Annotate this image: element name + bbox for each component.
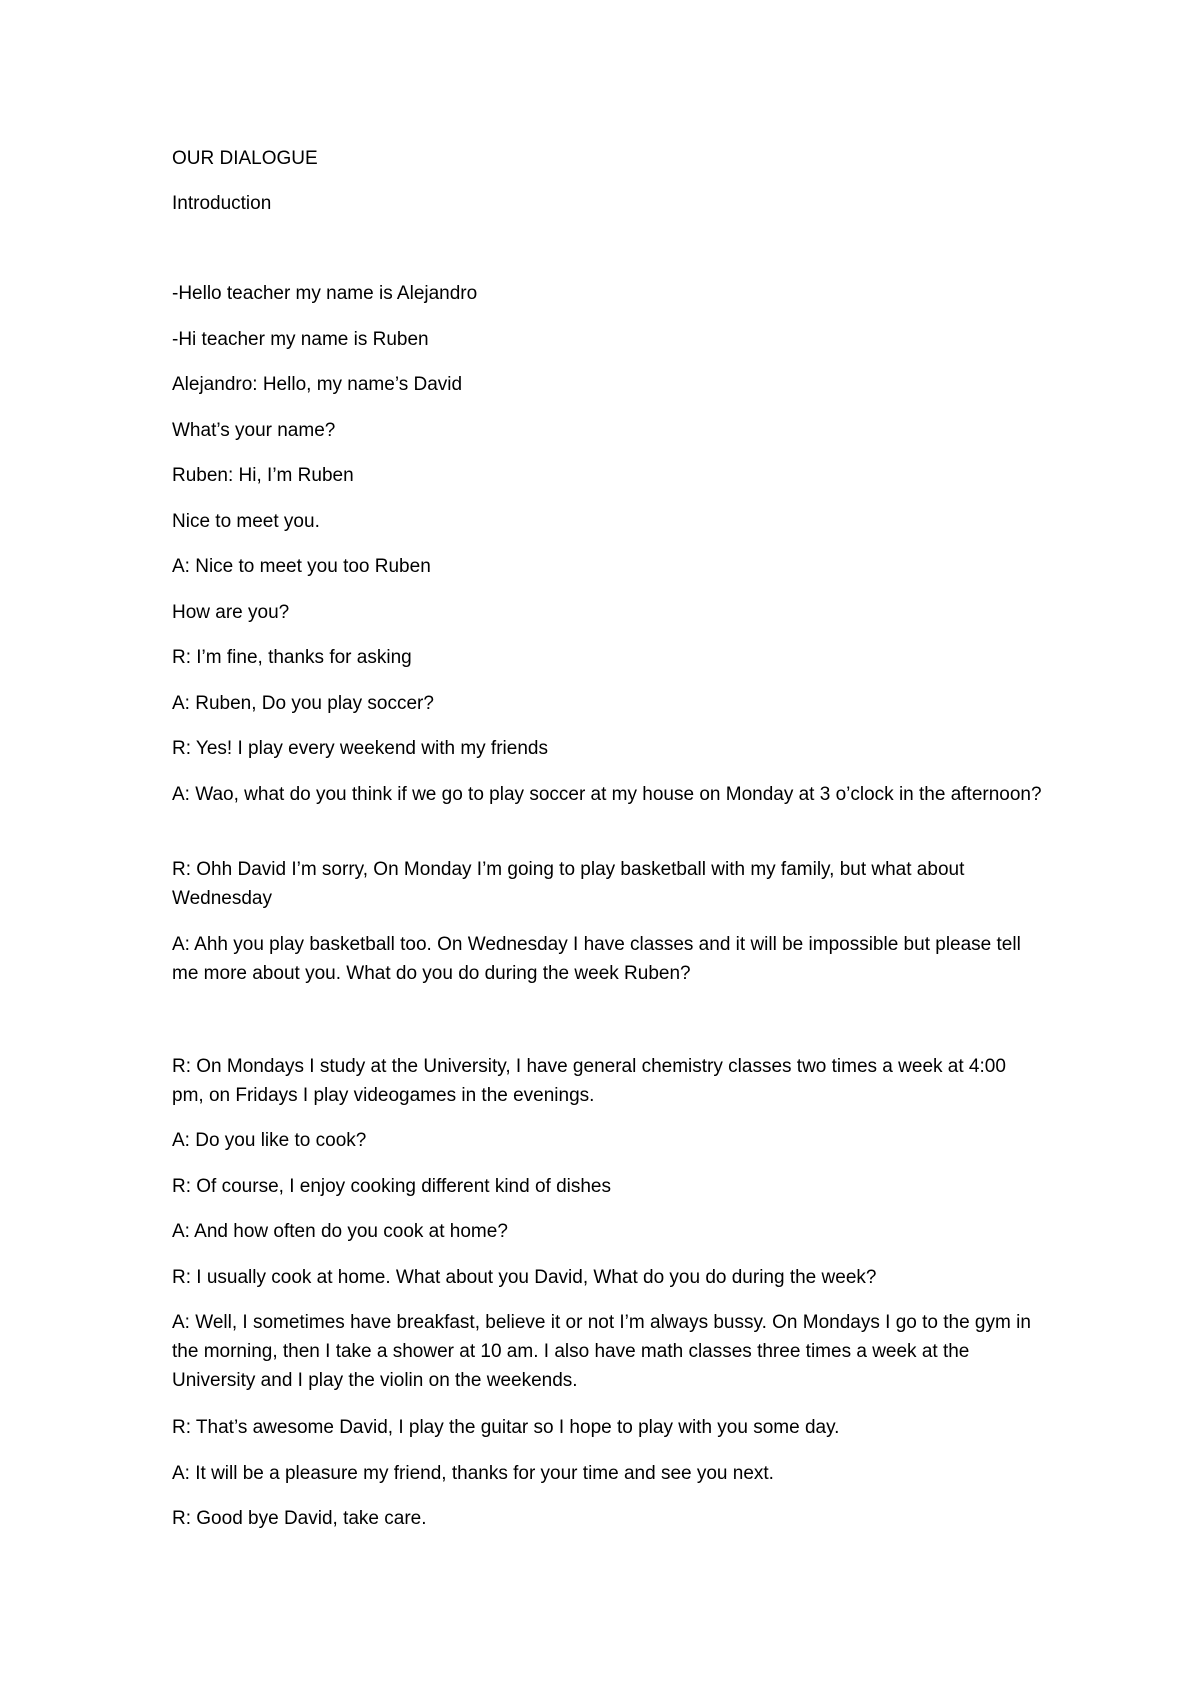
dialogue-line: A: And how often do you cook at home? bbox=[172, 1221, 508, 1242]
dialogue-line: R: Good bye David, take care. bbox=[172, 1508, 427, 1529]
dialogue-line: -Hi teacher my name is Ruben bbox=[172, 329, 429, 350]
dialogue-line: R: Ohh David I’m sorry, On Monday I’m going to play basketball with my family, but what about Wednesday bbox=[172, 859, 965, 909]
dialogue-line: R: Of course, I enjoy cooking different kind of dishes bbox=[172, 1176, 611, 1197]
dialogue-line: A: Ruben, Do you play soccer? bbox=[172, 693, 434, 714]
dialogue-line: A: Do you like to cook? bbox=[172, 1130, 367, 1151]
dialogue-line: -Hello teacher my name is Alejandro bbox=[172, 283, 478, 304]
dialogue-line: What’s your name? bbox=[172, 420, 336, 441]
dialogue-line: Ruben: Hi, I’m Ruben bbox=[172, 465, 354, 486]
dialogue-line: Alejandro: Hello, my name’s David bbox=[172, 374, 463, 395]
dialogue-line: A: Ahh you play basketball too. On Wednesday I have classes and it will be impossible but please tell me more about you. What do you do during the week Ruben? bbox=[172, 934, 1021, 984]
dialogue-line: R: I usually cook at home. What about you David, What do you do during the week? bbox=[172, 1267, 877, 1288]
document-title: OUR DIALOGUE bbox=[172, 148, 318, 169]
dialogue-line: Nice to meet you. bbox=[172, 511, 320, 532]
dialogue-line: R: That’s awesome David, I play the guitar so I hope to play with you some day. bbox=[172, 1417, 840, 1438]
dialogue-line: R: I’m fine, thanks for asking bbox=[172, 647, 412, 668]
dialogue-line: A: Well, I sometimes have breakfast, believe it or not I’m always bussy. On Mondays I go to the gym in the morning, then I take a shower at 10 am. I also have math classes three times a week at the University and I play the violin on the weekends. bbox=[172, 1312, 1031, 1391]
dialogue-line: How are you? bbox=[172, 602, 290, 623]
dialogue-line: R: Yes! I play every weekend with my friends bbox=[172, 738, 548, 759]
section-heading: Introduction bbox=[172, 193, 272, 214]
dialogue-line: A: Wao, what do you think if we go to play soccer at my house on Monday at 3 o’clock in the afternoon? bbox=[172, 784, 1042, 805]
dialogue-line: A: It will be a pleasure my friend, thanks for your time and see you next. bbox=[172, 1463, 774, 1484]
dialogue-line: R: On Mondays I study at the University, I have general chemistry classes two times a week at 4:00 pm, on Fridays I play videogames in the evenings. bbox=[172, 1056, 1006, 1106]
dialogue-line: A: Nice to meet you too Ruben bbox=[172, 556, 431, 577]
